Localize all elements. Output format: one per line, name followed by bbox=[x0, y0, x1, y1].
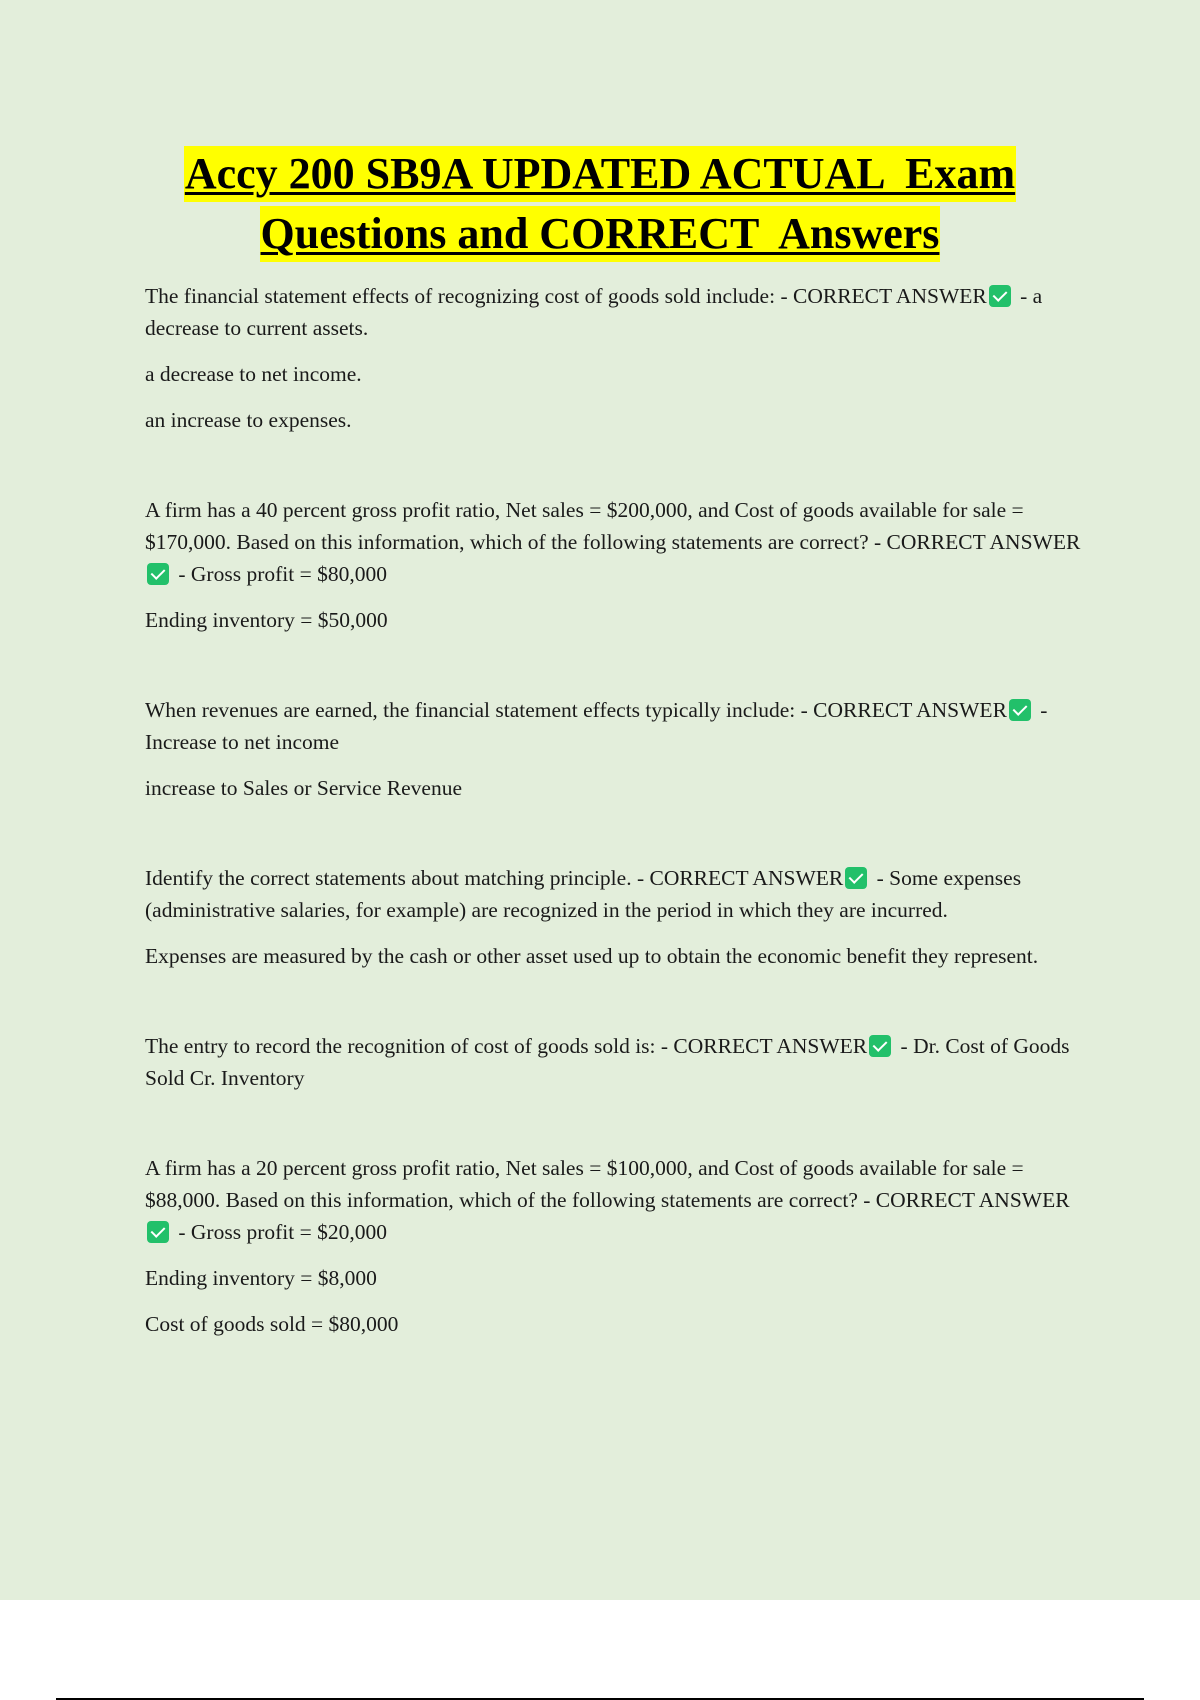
answer-line: Ending inventory = $50,000 bbox=[145, 608, 388, 632]
checkmark-icon bbox=[989, 285, 1011, 307]
question-paragraph bbox=[145, 280, 1090, 344]
answer-line: Ending inventory = $8,000 bbox=[145, 1266, 377, 1290]
question-paragraph bbox=[145, 862, 1090, 926]
question-paragraph bbox=[145, 694, 1090, 758]
title-line-1: Accy 200 SB9A UPDATED ACTUAL Exam bbox=[184, 146, 1016, 202]
checkmark-icon bbox=[147, 563, 169, 585]
document-title bbox=[0, 146, 1200, 266]
qa-item bbox=[145, 862, 1090, 972]
checkmark-icon bbox=[845, 867, 867, 889]
checkmark-icon bbox=[869, 1035, 891, 1057]
answer-line: a decrease to net income. bbox=[145, 362, 362, 386]
answer-text: - Dr. Cost of Goods Sold Cr. Inventory bbox=[145, 1034, 1070, 1090]
answer-text: - Some expenses (administrative salaries, for example) are recognized in the period in which they are incurred. bbox=[145, 866, 1022, 922]
answer-line: an increase to expenses. bbox=[145, 408, 352, 432]
question-text: When revenues are earned, the financial statement effects typically include: - CORRECT ANSWER bbox=[145, 698, 1007, 722]
qa-list bbox=[145, 280, 1090, 1354]
answer-text: - Gross profit = $20,000 bbox=[173, 1220, 387, 1244]
qa-item bbox=[145, 1152, 1090, 1340]
question-paragraph bbox=[145, 1152, 1090, 1248]
question-text: A firm has a 40 percent gross profit ratio, Net sales = $200,000, and Cost of goods available for sale = $170,000. Based on this information, which of the following statements are correct? - CORRECT ANSWER bbox=[145, 498, 1081, 554]
answer-line: Cost of goods sold = $80,000 bbox=[145, 1312, 399, 1336]
answer-text: - a decrease to current assets. bbox=[145, 284, 1043, 340]
qa-item bbox=[145, 494, 1090, 636]
question-text: A firm has a 20 percent gross profit ratio, Net sales = $100,000, and Cost of goods available for sale = $88,000. Based on this information, which of the following statements are correct? - CORRECT ANSWER bbox=[145, 1156, 1070, 1212]
title-line-2: Questions and CORRECT Answers bbox=[260, 206, 941, 262]
question-paragraph bbox=[145, 494, 1090, 590]
answer-text: - Gross profit = $80,000 bbox=[173, 562, 387, 586]
answer-line: Expenses are measured by the cash or other asset used up to obtain the economic benefit they represent. bbox=[145, 944, 1039, 968]
question-text: Identify the correct statements about matching principle. - CORRECT ANSWER bbox=[145, 866, 844, 890]
checkmark-icon bbox=[147, 1221, 169, 1243]
question-text: The entry to record the recognition of cost of goods sold is: - CORRECT ANSWER bbox=[145, 1034, 868, 1058]
answer-text: - Increase to net income bbox=[145, 698, 1048, 754]
checkmark-icon bbox=[1009, 699, 1031, 721]
question-text: The financial statement effects of recognizing cost of goods sold include: - CORRECT ANSWER bbox=[145, 284, 987, 308]
qa-item bbox=[145, 280, 1090, 436]
qa-item bbox=[145, 694, 1090, 804]
question-paragraph bbox=[145, 1030, 1090, 1094]
answer-line: increase to Sales or Service Revenue bbox=[145, 776, 462, 800]
qa-item bbox=[145, 1030, 1090, 1094]
